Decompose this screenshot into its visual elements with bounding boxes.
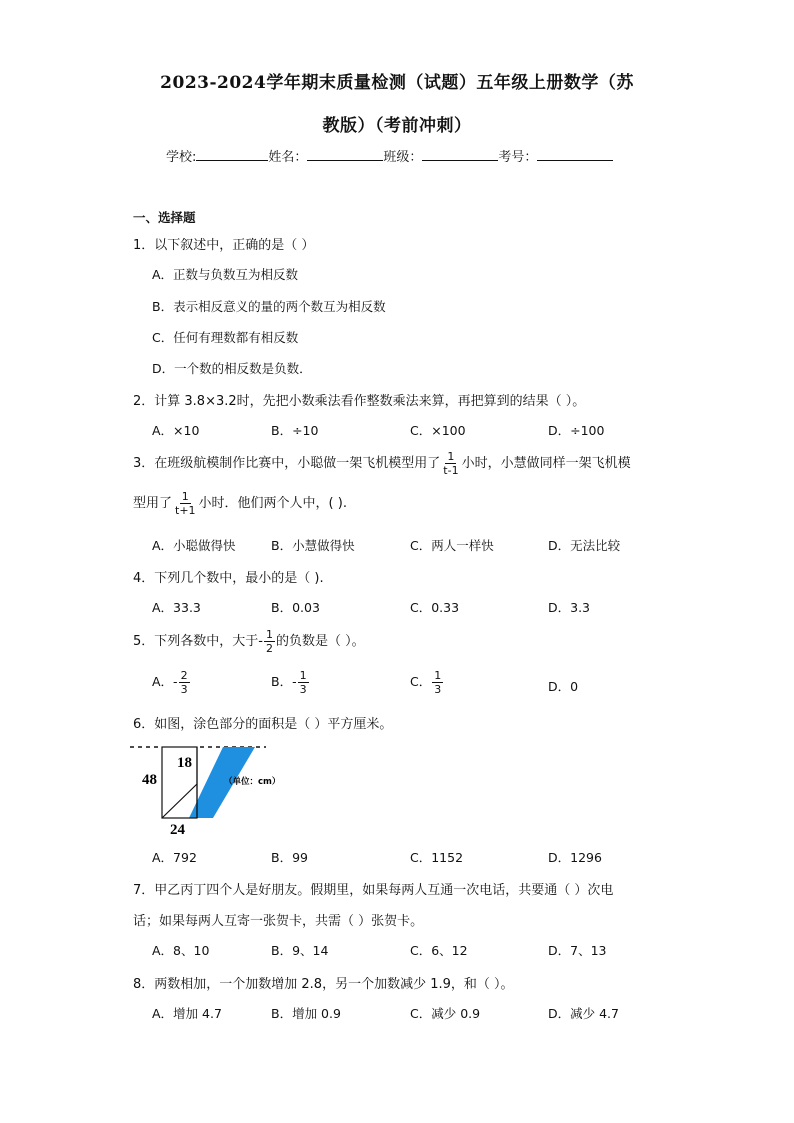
school-field[interactable] bbox=[196, 148, 268, 161]
question-3-text-b: 小时，小慧做同样一架飞机模 bbox=[461, 456, 631, 471]
question-8-option-b[interactable]: B．增加 0.9 bbox=[271, 1006, 341, 1021]
question-7-option-a[interactable]: A．8、10 bbox=[152, 943, 210, 958]
fraction-numerator: 1 bbox=[181, 490, 189, 503]
student-info-line bbox=[166, 146, 613, 165]
question-4-option-c[interactable]: C．0.33 bbox=[410, 600, 460, 615]
fraction-denominator: 3 bbox=[299, 683, 307, 696]
name-label: 姓名： bbox=[268, 150, 308, 165]
class-label: 班级： bbox=[383, 150, 423, 165]
question-1-option-a[interactable]: A．正数与负数互为相反数 bbox=[152, 267, 299, 282]
question-7-option-c[interactable]: C．6、12 bbox=[410, 943, 468, 958]
question-8-stem: 8．两数相加，一个加数增加 2.8，另一个加数减少 1.9，和（ ）。 bbox=[133, 977, 514, 992]
label-48: 48 bbox=[142, 772, 157, 788]
number-label: 考号： bbox=[498, 150, 538, 165]
fraction-denominator: 3 bbox=[434, 683, 442, 696]
unit-label: （单位：cm） bbox=[224, 777, 281, 787]
school-label: 学校: bbox=[166, 150, 197, 165]
fraction-numerator: 1 bbox=[434, 669, 442, 682]
question-4-option-a[interactable]: A．33.3 bbox=[152, 600, 201, 615]
page-title-line2: 教版）（考前冲刺） bbox=[322, 116, 472, 136]
fraction-numerator: 2 bbox=[180, 669, 188, 682]
question-3-option-a[interactable]: A．小聪做得快 bbox=[152, 538, 236, 553]
question-6-option-b[interactable]: B．99 bbox=[271, 850, 308, 865]
option-fraction bbox=[179, 669, 190, 696]
question-5-option-d[interactable]: D．0 bbox=[548, 679, 579, 694]
option-fraction bbox=[298, 669, 309, 696]
question-3-stem-line2 bbox=[133, 490, 347, 517]
label-24: 24 bbox=[170, 822, 185, 838]
question-2-option-d[interactable]: D．÷100 bbox=[548, 423, 605, 438]
question-5-option-a[interactable] bbox=[152, 669, 191, 696]
class-field[interactable] bbox=[422, 148, 498, 161]
question-7-stem-line1: 7．甲乙丙丁四个人是好朋友。假期里，如果每两人互通一次电话，共要通（ ）次电 bbox=[133, 883, 614, 898]
question-2-option-a[interactable]: A．×10 bbox=[152, 423, 200, 438]
question-4-option-b[interactable]: B．0.03 bbox=[271, 600, 320, 615]
question-8-option-d[interactable]: D．减少 4.7 bbox=[548, 1006, 619, 1021]
question-1-option-d[interactable]: D．一个数的相反数是负数． bbox=[152, 361, 312, 376]
question-5-option-b[interactable] bbox=[271, 669, 310, 696]
option-fraction bbox=[432, 669, 443, 696]
section-header-choice: 一、选择题 bbox=[133, 210, 196, 225]
fraction-denominator: 3 bbox=[180, 683, 188, 696]
page-title-line1: 2023-2024学年期末质量检测（试题）五年级上册数学（苏 bbox=[160, 73, 634, 93]
question-5-text-b: 的负数是（ ）。 bbox=[275, 634, 365, 649]
fraction-denominator: t+1 bbox=[175, 504, 196, 517]
question-5-stem bbox=[133, 628, 365, 655]
question-3-text-a: 3．在班级航模制作比赛中，小聪做一架飞机模型用了 bbox=[133, 456, 441, 471]
question-3-option-c[interactable]: C．两人一样快 bbox=[410, 538, 494, 553]
question-2-option-b[interactable]: B．÷10 bbox=[271, 423, 319, 438]
question-7-stem-line2: 话；如果每两人互寄一张贺卡，共需（ ）张贺卡。 bbox=[133, 914, 424, 929]
number-field[interactable] bbox=[537, 148, 613, 161]
question-7-option-b[interactable]: B．9、14 bbox=[271, 943, 329, 958]
question-2-option-c[interactable]: C．×100 bbox=[410, 423, 466, 438]
question-1-option-b[interactable]: B．表示相反意义的量的两个数互为相反数 bbox=[152, 299, 386, 314]
fraction-denominator: t-1 bbox=[443, 464, 459, 477]
question-6-stem: 6．如图，涂色部分的面积是（ ）平方厘米。 bbox=[133, 717, 393, 732]
option-prefix: B．- bbox=[271, 674, 297, 689]
question-2-stem: 2．计算 3.8×3.2时，先把小数乘法看作整数乘法来算，再把算到的结果（ ）。 bbox=[133, 394, 586, 409]
fraction-1-over-t-plus-1 bbox=[173, 490, 198, 517]
question-5-text-a: 5．下列各数中，大于- bbox=[133, 634, 263, 649]
label-18: 18 bbox=[177, 755, 192, 771]
question-7-option-d[interactable]: D．7、13 bbox=[548, 943, 607, 958]
question-4-stem: 4．下列几个数中，最小的是（ ). bbox=[133, 571, 324, 586]
question-6-option-d[interactable]: D．1296 bbox=[548, 850, 602, 865]
fraction-numerator: 1 bbox=[299, 669, 307, 682]
question-6-option-c[interactable]: C．1152 bbox=[410, 850, 464, 865]
question-5-option-c[interactable] bbox=[410, 669, 444, 696]
fraction-one-half bbox=[264, 628, 275, 655]
fraction-numerator: 1 bbox=[447, 450, 455, 463]
fraction-denominator: 2 bbox=[265, 642, 273, 655]
option-prefix: A．- bbox=[152, 674, 178, 689]
question-1-option-c[interactable]: C．任何有理数都有相反数 bbox=[152, 330, 299, 345]
name-field[interactable] bbox=[307, 148, 383, 161]
question-3-text-c: 型用了 bbox=[133, 496, 173, 511]
question-8-option-a[interactable]: A．增加 4.7 bbox=[152, 1006, 222, 1021]
question-4-option-d[interactable]: D．3.3 bbox=[548, 600, 591, 615]
question-8-option-c[interactable]: C．减少 0.9 bbox=[410, 1006, 481, 1021]
question-6-figure bbox=[130, 736, 300, 840]
question-3-stem-line1 bbox=[133, 450, 631, 477]
question-1-stem: 1．以下叙述中，正确的是（ ） bbox=[133, 238, 315, 253]
option-prefix: C． bbox=[410, 674, 432, 689]
fraction-numerator: 1 bbox=[265, 628, 273, 641]
fraction-1-over-t-minus-1 bbox=[441, 450, 460, 477]
question-3-option-d[interactable]: D．无法比较 bbox=[548, 538, 621, 553]
question-3-option-b[interactable]: B．小慧做得快 bbox=[271, 538, 355, 553]
question-6-option-a[interactable]: A．792 bbox=[152, 850, 197, 865]
question-3-text-d: 小时．他们两个人中，( ). bbox=[198, 496, 347, 511]
